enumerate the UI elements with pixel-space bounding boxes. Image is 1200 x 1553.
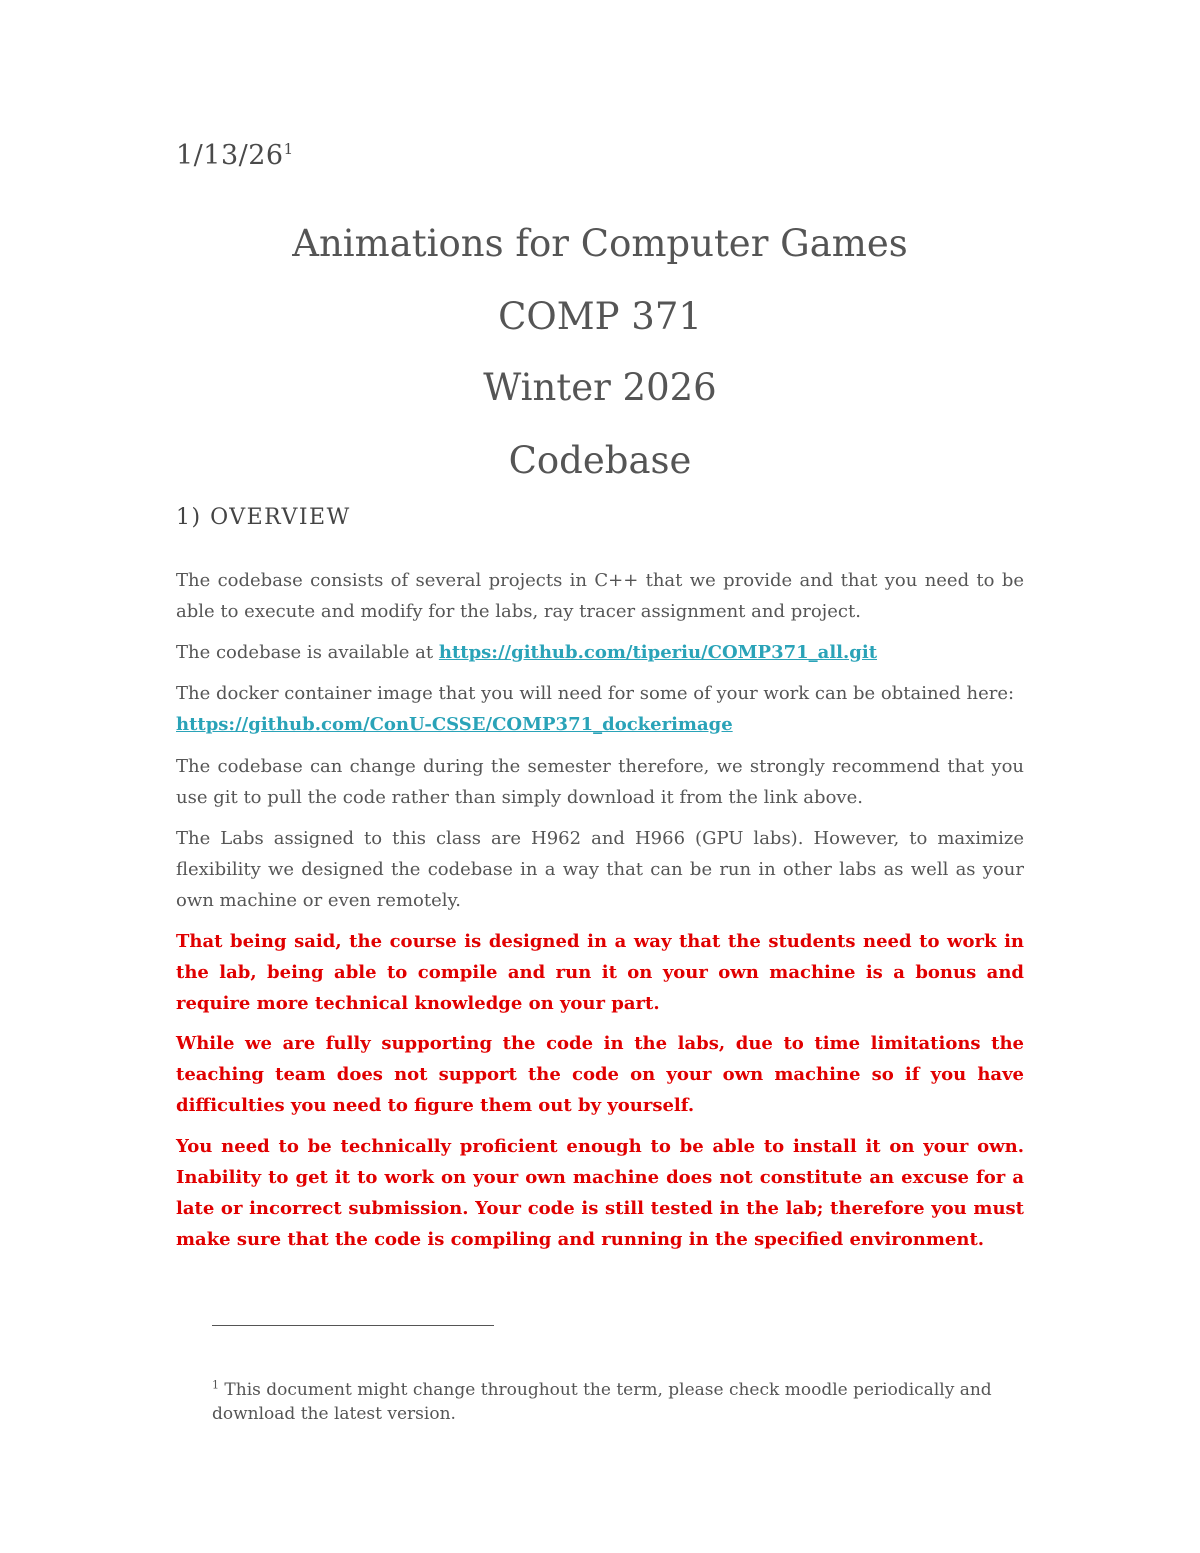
- paragraph-git-recommendation: The codebase can change during the semester therefore, we strongly recommend that you use git to pull the code rather than simply download it from the link above.: [176, 756, 1024, 808]
- document-date: [176, 140, 294, 171]
- docker-image-link[interactable]: https://github.com/ConU-CSSE/COMP371_dockerimage: [176, 714, 733, 735]
- paragraph-docker-image: [176, 678, 1024, 740]
- course-title: Animations for Computer Games: [292, 222, 908, 265]
- paragraph-labs-info: The Labs assigned to this class are H962 and H966 (GPU labs). However, to maximize flexibility we designed the codebase in a way that can be run in other labs as well as your own machine or even remotely.: [176, 828, 1024, 911]
- warning-lab-work: That being said, the course is designed in a way that the students need to work in the lab, being able to compile and run it on your own machine is a bonus and require more technical knowledge on your part.: [176, 931, 1024, 1014]
- footnote-text: This document might change throughout the term, please check moodle periodically and download the latest version.: [212, 1380, 992, 1424]
- footnote: [212, 1378, 992, 1426]
- warning-proficiency: You need to be technically proficient enough to be able to install it on your own. Inability to get it to work on your own machine does not constitute an excuse for a late or incorrect submission. Your code is still tested in the lab; therefore you must make sure that the code is compiling and running in the specified environment.: [176, 1136, 1024, 1250]
- codebase-location-label: The codebase is available at: [176, 642, 439, 663]
- footnote-reference[interactable]: 1: [283, 140, 294, 158]
- date-text: 1/13/26: [176, 140, 284, 171]
- warning-no-support: While we are fully supporting the code in the labs, due to time limitations the teaching team does not support the code on your own machine so if you have difficulties you need to figure them out by yourself.: [176, 1033, 1024, 1116]
- codebase-repo-link[interactable]: https://github.com/tiperiu/COMP371_all.git: [438, 642, 878, 663]
- course-term: Winter 2026: [483, 366, 717, 409]
- paragraph-codebase-description: The codebase consists of several projects in C++ that we provide and that you need to be able to execute and modify for the labs, ray tracer assignment and project.: [176, 570, 1024, 622]
- course-code: COMP 371: [498, 295, 702, 338]
- docker-image-label: The docker container image that you will need for some of your work can be obtained here:: [176, 683, 1015, 704]
- document-subject: Codebase: [508, 439, 692, 482]
- footnote-divider: [212, 1325, 494, 1326]
- section-heading-overview: 1) OVERVIEW: [176, 505, 351, 530]
- footnote-marker: 1: [212, 1378, 219, 1392]
- paragraph-codebase-location: [176, 637, 1024, 668]
